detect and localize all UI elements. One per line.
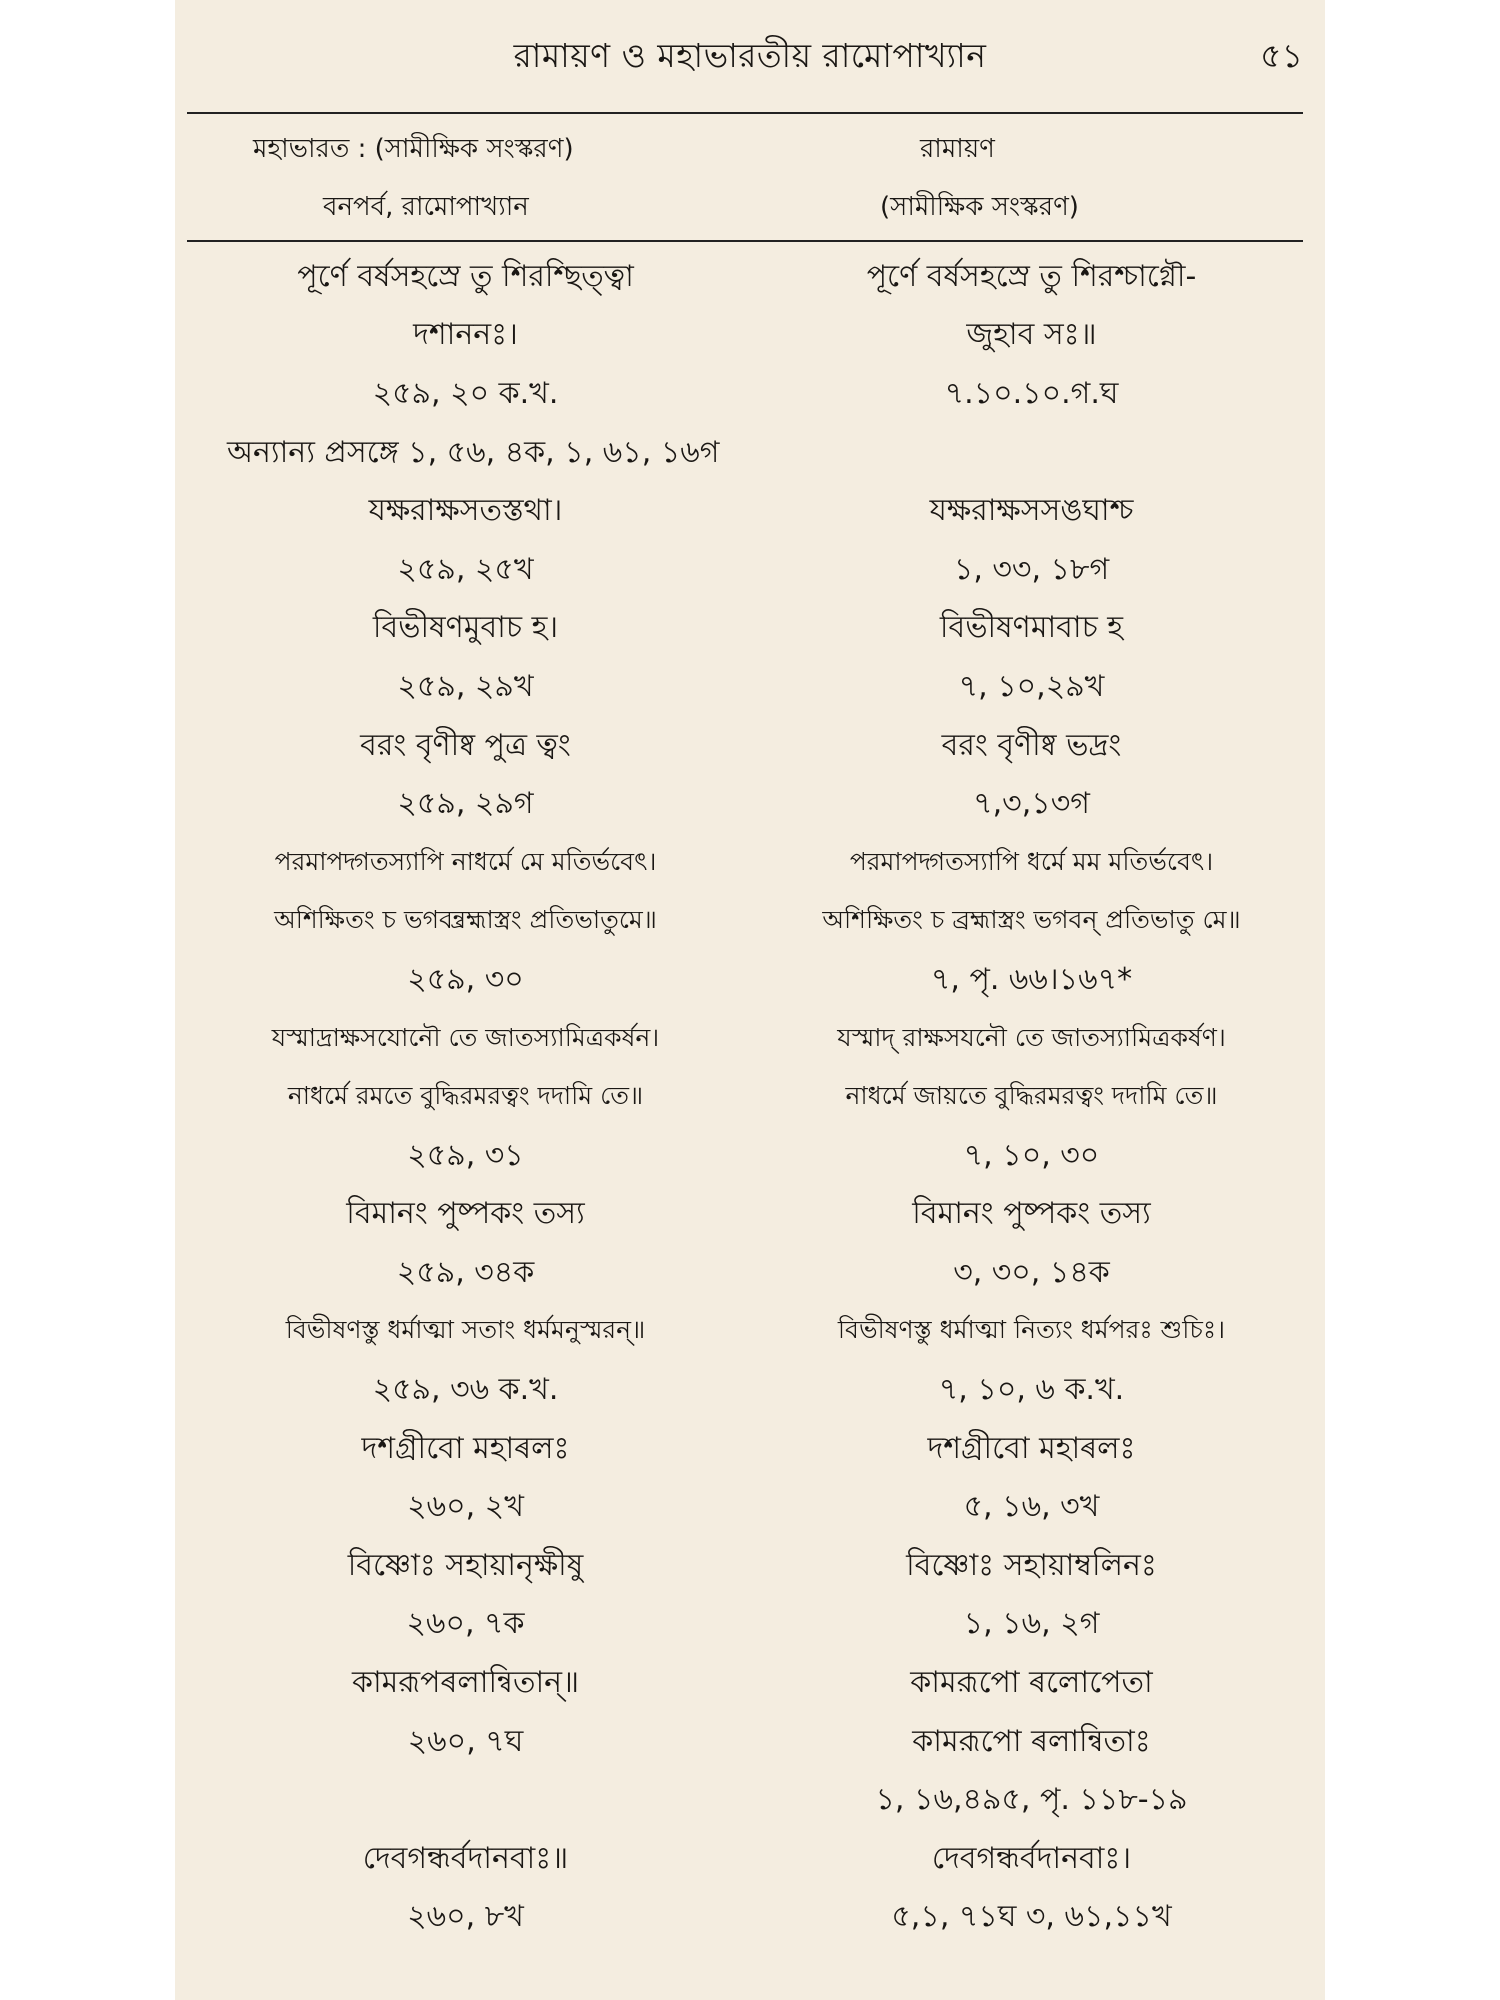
mahabharata-cell: ২৫৯, ৩৪ক — [396, 1254, 535, 1290]
table-row — [175, 1068, 1325, 1127]
mahabharata-cell: দেবগন্ধর্বদানবাঃ॥ — [362, 1840, 569, 1876]
table-row — [175, 717, 1325, 776]
table-row — [175, 1537, 1325, 1596]
ramayana-cell: ৭, পৃ. ৬৬।১৬৭* — [930, 961, 1133, 997]
ramayana-cell: যস্মাদ্ রাক্ষসযনৌ তে জাতস্যামিত্রকর্ষণ। — [837, 1022, 1226, 1052]
top-rule — [187, 112, 1303, 114]
table-row — [175, 1186, 1325, 1245]
table-row — [175, 775, 1325, 834]
mahabharata-cell: ২৫৯, ৩৬ ক.খ. — [372, 1372, 559, 1408]
table-row — [175, 1713, 1325, 1772]
ramayana-cell: পরমাপদ্গতস্যাপি ধর্মে মম মতির্ভবেৎ। — [849, 846, 1214, 876]
table-row — [175, 424, 1325, 483]
mahabharata-cell: যস্মাদ্রাক্ষসযোনৌ তে জাতস্যামিত্রকর্ষন। — [271, 1022, 660, 1052]
table-row — [175, 1303, 1325, 1362]
ramayana-cell: জুহাব সঃ॥ — [966, 317, 1097, 353]
mahabharata-cell: ২৫৯, ২৯খ — [397, 668, 534, 704]
mahabharata-cell: ২৬০, ২খ — [407, 1489, 524, 1525]
ramayana-cell: ৫, ১৬, ৩খ — [963, 1489, 1100, 1525]
ramayana-cell: ৭,৩,১৩গ — [973, 786, 1090, 822]
table-row — [175, 600, 1325, 659]
ramayana-cell: ১, ১৬,৪৯৫, পৃ. ১১৮-১৯ — [875, 1782, 1188, 1818]
ramayana-cell: ১, ১৬, ২গ — [963, 1606, 1100, 1642]
ramayana-cell: ৫,১, ৭১ঘ ৩, ৬১,১১খ — [891, 1899, 1172, 1935]
mahabharata-cell: অশিক্ষিতং চ ভগবন্ব্রহ্মাস্ত্রং প্রতিভাতুমে॥ — [274, 905, 657, 935]
ramayana-cell: বরং বৃণীষ্ব ভদ্রং — [941, 727, 1122, 763]
table-row — [175, 1889, 1325, 1948]
cross-reference-note: অন্যান্য প্রসঙ্গে ১, ৫৬, ৪ক, ১, ৬১, ১৬গ — [227, 434, 720, 470]
ramayana-cell: বিভীষণমাবাচ হ — [939, 610, 1124, 646]
table-row — [175, 541, 1325, 600]
ramayana-cell: বিষ্ণোঃ সহায়াম্বলিনঃ — [906, 1547, 1157, 1583]
ramayana-cell: নাধর্মে জায়তে বুদ্ধিরমরত্বং দদামি তে॥ — [845, 1081, 1218, 1111]
mahabharata-cell: ২৫৯, ৩০ — [407, 961, 524, 997]
right-column-subheading: (সামীক্ষিক সংস্করণ) — [880, 192, 1079, 222]
left-column-subheading: বনপর্ব, রামোপাখ্যান — [323, 192, 529, 222]
ramayana-cell: ৭, ১০, ৬ ক.খ. — [938, 1372, 1125, 1408]
mahabharata-cell: ২৫৯, ২০ ক.খ. — [372, 375, 559, 411]
table-row — [175, 307, 1325, 366]
ramayana-cell: দেবগন্ধর্বদানবাঃ। — [931, 1840, 1132, 1876]
mahabharata-cell: বিভীষণস্তু ধর্মাত্মা সতাং ধর্মমনুস্মরন্॥ — [285, 1315, 646, 1345]
ramayana-cell: ৭, ১০, ৩০ — [963, 1137, 1100, 1173]
right-column-heading: রামায়ণ — [920, 134, 995, 164]
mahabharata-cell: বরং বৃণীষ্ব পুত্র ত্বং — [360, 727, 571, 763]
mahabharata-cell: নাধর্মে রমতে বুদ্ধিরমরত্বং দদামি তে॥ — [287, 1081, 644, 1111]
table-row — [175, 658, 1325, 717]
mahabharata-cell: ২৫৯, ২৯গ — [397, 786, 534, 822]
ramayana-cell: ৭, ১০,২৯খ — [958, 668, 1105, 704]
table-row — [175, 1478, 1325, 1537]
mahabharata-cell: দশগ্রীবো মহাৰলঃ — [361, 1430, 570, 1466]
table-row — [175, 834, 1325, 893]
header-rule — [187, 240, 1303, 242]
mahabharata-cell: ২৫৯, ৩১ — [407, 1137, 524, 1173]
mahabharata-cell: পরমাপদ্গতস্যাপি নাধর্মে মে মতির্ভবেৎ। — [274, 846, 657, 876]
table-row — [175, 1361, 1325, 1420]
ramayana-cell: বিমানং পুষ্পকং তস্য — [912, 1196, 1151, 1232]
table-row — [175, 1244, 1325, 1303]
mahabharata-cell: ২৬০, ৭ক — [406, 1606, 525, 1642]
table-row — [175, 1771, 1325, 1830]
table-row — [175, 1010, 1325, 1069]
table-row — [175, 1654, 1325, 1713]
table-row — [175, 365, 1325, 424]
mahabharata-cell: পূর্ণে বর্ষসহস্রে তু শিরশ্ছিত্ত্বা — [297, 258, 634, 294]
mahabharata-cell: ২৬০, ৭ঘ — [407, 1723, 524, 1759]
table-row — [175, 1596, 1325, 1655]
mahabharata-cell: ২৫৯, ২৫খ — [397, 551, 534, 587]
mahabharata-cell: কামরূপৰলান্বিতান্॥ — [351, 1665, 580, 1701]
mahabharata-cell: ২৬০, ৮খ — [407, 1899, 524, 1935]
table-row — [175, 1420, 1325, 1479]
table-row — [175, 1830, 1325, 1889]
ramayana-cell: কামরূপো ৰলোপেতা — [910, 1665, 1153, 1701]
ramayana-cell: কামরূপো ৰলান্বিতাঃ — [912, 1723, 1151, 1759]
ramayana-cell: বিভীষণস্তু ধর্মাত্মা নিত্যং ধর্মপরঃ শুচিঃ। — [837, 1315, 1226, 1345]
book-page — [175, 0, 1325, 2000]
ramayana-cell: পূর্ণে বর্ষসহস্রে তু শিরশ্চাগ্নৌ- — [866, 258, 1197, 294]
table-row — [175, 893, 1325, 952]
table-row — [175, 482, 1325, 541]
mahabharata-cell: দশাননঃ। — [413, 317, 518, 353]
ramayana-cell: ১, ৩৩, ১৮গ — [953, 551, 1110, 587]
ramayana-cell: যক্ষরাক্ষসসঙঘাশ্চ — [929, 493, 1134, 529]
left-column-heading: মহাভারত : (সামীক্ষিক সংস্করণ) — [253, 134, 574, 164]
table-row — [175, 248, 1325, 307]
mahabharata-cell: বিভীষণমুবাচ হ। — [372, 610, 559, 646]
table-row — [175, 951, 1325, 1010]
ramayana-cell: অশিক্ষিতং চ ব্রহ্মাস্ত্রং ভগবন্ প্রতিভাতু মে॥ — [822, 905, 1241, 935]
verse-comparison-table — [175, 248, 1325, 1947]
table-row — [175, 1127, 1325, 1186]
ramayana-cell: ৭.১০.১০.গ.ঘ — [944, 375, 1119, 411]
header-title: রামায়ণ ও মহাভারতীয় রামোপাখ্যান — [513, 36, 987, 75]
ramayana-cell: ৩, ৩০, ১৪ক — [953, 1254, 1110, 1290]
ramayana-cell: দশগ্রীবো মহাৰলঃ — [927, 1430, 1136, 1466]
mahabharata-cell: বিষ্ণোঃ সহায়ানৃক্ষীষু — [347, 1547, 584, 1583]
mahabharata-cell: যক্ষরাক্ষসতস্তথা। — [368, 493, 563, 529]
page-number: ৫১ — [1260, 36, 1303, 75]
mahabharata-cell: বিমানং পুষ্পকং তস্য — [346, 1196, 585, 1232]
running-header — [175, 12, 1325, 82]
